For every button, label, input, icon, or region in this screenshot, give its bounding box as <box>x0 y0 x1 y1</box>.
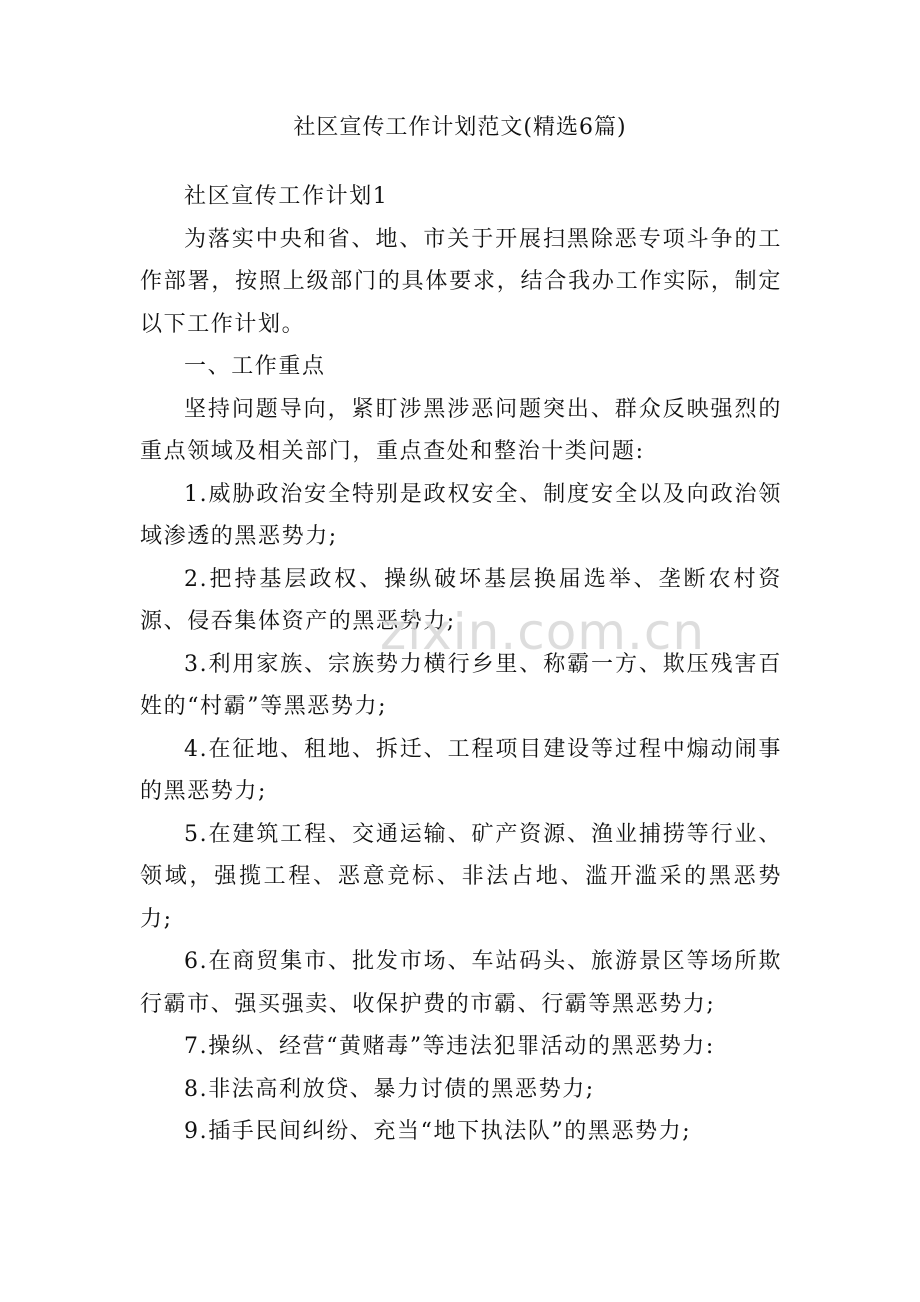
section-heading: 社区宣传工作计划1 <box>184 184 389 209</box>
list-item-4: 4.在征地、租地、拆迁、工程项目建设等过程中煽动闹事的黑恶势力; <box>140 736 782 804</box>
list-item-6: 6.在商贸集市、批发市场、车站码头、旅游景区等场所欺行霸市、强买强卖、收保护费的市霸、行霸等黑恶势力; <box>140 949 782 1017</box>
list-item-5: 5.在建筑工程、交通运输、矿产资源、渔业捕捞等行业、领域，强揽工程、恶意竞标、非法占地、滥开滥采的黑恶势力; <box>140 821 782 932</box>
list-item-1: 1.威胁政治安全特别是政权安全、制度安全以及向政治领域渗透的黑恶势力; <box>140 481 782 549</box>
subsection-heading: 一、工作重点 <box>184 354 326 379</box>
list-item-7: 7.操纵、经营“黄赌毒”等违法犯罪活动的黑恶势力: <box>184 1034 715 1059</box>
document-title: 社区宣传工作计划范文(精选6篇) <box>293 115 627 140</box>
intro-paragraph: 为落实中央和省、地、市关于开展扫黑除恶专项斗争的工作部署，按照上级部门的具体要求，结合我办工作实际，制定以下工作计划。 <box>140 226 782 337</box>
document-body <box>140 176 782 1154</box>
watermark-text: zixin.com.cn <box>380 603 706 661</box>
body-paragraph: 坚持问题导向，紧盯涉黑涉恶问题突出、群众反映强烈的重点领域及相关部门，重点查处和整治十类问题: <box>140 396 782 464</box>
list-item-8: 8.非法高利放贷、暴力讨债的黑恶势力; <box>184 1076 595 1102</box>
list-item-2: 2.把持基层政权、操纵破坏基层换届选举、垄断农村资源、侵吞集体资产的黑恶势力; <box>140 566 782 634</box>
list-item-3: 3.利用家族、宗族势力横行乡里、称霸一方、欺压残害百姓的“村霸”等黑恶势力; <box>140 651 782 719</box>
list-item-9: 9.插手民间纠纷、充当“地下执法队”的黑恶势力; <box>184 1119 692 1144</box>
